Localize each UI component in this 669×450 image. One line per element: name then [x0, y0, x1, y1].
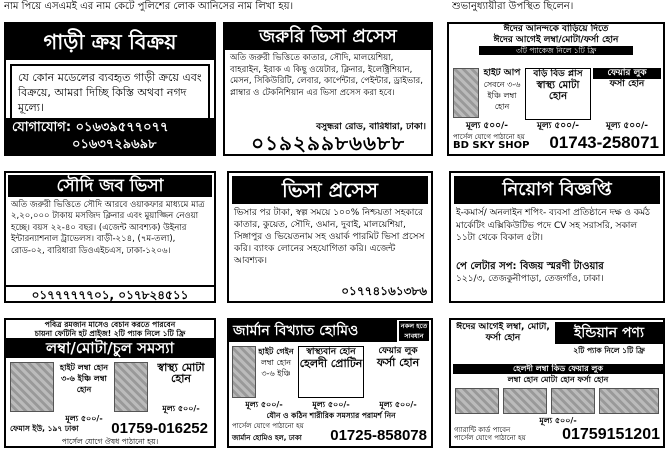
ad-note: যৌন ও কঠিন শারীরিক সমস্যার পরামর্শ নিন	[266, 411, 396, 420]
item-1-price: মূল্য ৫০০/-	[245, 400, 283, 409]
model-image-1	[10, 362, 54, 412]
shop-name: ফেমাস ইউ, ১৯৭ ঢাকা	[10, 424, 79, 433]
ad-body: অতি জরুরী ভিত্তিতে কাতার, সৌদি, মালয়েশিয়া, বাহরাইন, ইরাক এ কিছু ওয়েটার, ক্লিনার, ইলেক্ট্রিশিয়ান, মেসন, সিকিউরিটি, লেবার, কার্পেন্টার, পেইন্টার, ড্রাইভার, প্লাম্বার ও টেকনিশিয়ান এর ভিসা প্রসেস করা হবে।	[230, 53, 423, 98]
ad-phone: 01743-258071	[549, 133, 659, 152]
ad-phone: 01725-858078	[330, 427, 427, 444]
product-image-4	[599, 388, 659, 414]
product-2	[525, 68, 591, 120]
ad-title: জরুরি ভিসা প্রসেস	[225, 24, 431, 50]
news-strip-right: শুভানুধ্যায়ীরা উপস্থিত ছিলেন।	[452, 1, 574, 12]
ad-bd-sky-shop	[447, 22, 665, 156]
ad-title: জার্মান বিখ্যাত হোমিও	[229, 320, 397, 342]
product-row-1: হেলদী লম্বা কিড ফেয়ার লুক	[453, 364, 663, 374]
ad-phone: 01759-016252	[111, 420, 208, 437]
ad-cod: পার্সেল যোগে পাঠানো হয়	[453, 133, 525, 141]
item-1-price: মূল্য ৫০০/-	[65, 414, 103, 423]
ad-car-buy-sell	[4, 22, 216, 156]
ad-title: সৌদি জব ভিসা	[8, 175, 212, 197]
ad-body: যে কোন মডেলের ব্যবহৃত গাড়ী ক্রয়ে এবং বিক্রয়ে, আমরা দিচ্ছি কিস্তি অথবা নগদ মূল্যে।	[10, 64, 210, 120]
product-image-3	[551, 388, 595, 414]
ad-address: ১২১/৩, তেজকুনীপাড়া, তেজগাঁও, ঢাকা।	[456, 274, 604, 284]
ad-cod: পার্সেল যোগে পাঠানো হয়	[454, 434, 526, 442]
ad-subline: ৩টি প্যাকেজ নিলে ১টি ফ্রি	[479, 46, 633, 55]
item-3-sub: ফর্সা হোন	[376, 356, 420, 369]
ad-phones: ০১৭৭৭৭৭৭০১, ০১৭৮২৪৫১১	[6, 285, 214, 301]
ad-visa-process	[227, 171, 433, 303]
ad-phone: ০১৯২৯৯৮৬৬৮৮	[251, 132, 405, 154]
item-2: স্বাস্থ্য মোটা হোন	[157, 362, 205, 385]
item-2-price: মূল্য ৫০০/-	[162, 404, 200, 413]
price: মূল্য ৫০০/-	[539, 416, 577, 425]
ad-phone: ০১৭৭৪১৬১৩৮৬	[341, 284, 427, 298]
item-1-title: হাইট গেইন	[258, 347, 294, 356]
product-3	[593, 68, 661, 120]
right-sub: ২টি প্যাক নিলে ১টি ফ্রি	[573, 346, 645, 355]
contact-label: যোগাযোগ:	[12, 120, 72, 135]
corner-note: নকল হতে সাবধান	[400, 322, 428, 340]
product-1-title: হাইট আপ	[483, 68, 521, 78]
ad-body: ই-কমার্স/ অনলাইন শপিং- ব্যবসা প্রতিষ্ঠানে দক্ষ ও কর্মঠ মার্কেটিং এক্সিকিউটিভ পদে CV সহ সরাসরি, সকাল ১১টা থেকে বিকাল ৫টা।	[456, 208, 650, 243]
ad-saudi-job-visa	[4, 171, 216, 303]
right-title: ইন্ডিয়ান পণ্য	[555, 322, 663, 344]
item-3	[366, 346, 430, 398]
ad-german-homeo	[227, 318, 433, 448]
ad-title: লম্বা/মোটা/চুল সমস্যা	[6, 338, 214, 358]
product-image-1	[455, 388, 499, 414]
left-top: ঈদের আগেই লম্বা, মোটা, ফর্সা হোন	[456, 322, 550, 343]
item-2-price: মূল্য ৫০০/-	[312, 400, 350, 409]
item-1: হাইট লম্বা হোন ৩-৬ ইঞ্চি লম্বা হোন	[59, 363, 109, 394]
product-3-title: ফেয়ার লুক	[593, 68, 661, 79]
product-image-2	[503, 388, 547, 414]
product-3-line: ফর্সা হোন	[609, 79, 645, 89]
ad-top-line-1: পবিত্র রমজান মাসেও বেচান করতে পারবেন	[44, 320, 176, 329]
shop-name: BD SKY SHOP	[453, 140, 530, 151]
news-strip-left: নাম পিয়ে এসএমই এর নাম কেটে পুলিশের লোক আনিসের নাম লিখা হয়।	[4, 1, 294, 12]
phone-1: ০১৬৩৯৫৭৭০৭৭	[75, 120, 169, 135]
ad-recruitment	[449, 171, 665, 303]
item-1	[256, 346, 296, 398]
item-2-title: স্বাস্থ্যবান হোন	[306, 347, 356, 357]
ad-contact	[6, 118, 214, 154]
ad-top-line-2: চায়না ফেটিনি হট প্রাইজ! ২টি প্যাক নিলে ১টি ফ্রি	[34, 329, 186, 338]
item-2	[298, 346, 364, 398]
ad-title: নিয়োগ বিজ্ঞপ্তি	[454, 176, 660, 204]
product-row-2: লম্বা হোন মোটা হোন ফর্সা হোন	[507, 375, 609, 384]
ad-cod: পার্সেল যোগে পাঠানো হয়	[232, 422, 304, 430]
ad-phone: 01759151201	[562, 426, 660, 443]
model-image-1	[232, 346, 256, 398]
product-image-1	[453, 68, 479, 118]
ad-headline-2: ঈদের আগেই লম্বা/মোটা/ফর্সা হোন	[493, 35, 619, 45]
ad-body: অতি জরুরী ভিত্তিতে সৌদি আরবে ওয়াকফার মাধ্যমে মাত্র ২,২০,০০০ টাকায় মসজিদ ক্লিনার এবং মুয়াজ্জিন নেওয়া হচ্ছে। বয়স ২২-৪০ বছর। (এজেন্ট আবশ্যক) উইনার ইন্টারন্যাশনাল ট্রাভেলস। বাড়ী-২১৪, (৭ম-তলা), রোড-০২, বারিধারা ডিওএইচএস, ঢাকা-১২০৬।	[11, 200, 205, 256]
item-2-sub: হেলদী প্রোটিন	[299, 357, 363, 370]
product-1-line: সেবনে ৩-৬ ইঞ্চি লম্বা হোন	[483, 80, 521, 111]
ad-address: বসুন্ধরা রোড, বারিধারা, ঢাকা।	[316, 122, 426, 132]
ad-bottom: পার্সেল যোগে ঔষধ পাঠানো হয়।	[61, 437, 159, 446]
ad-urgent-visa	[223, 22, 433, 156]
product-1-price: মূল্য ৫০০/-	[465, 121, 508, 131]
item-1-sub: লম্বা হোন ৩-৬ ইঞ্চি	[260, 358, 292, 378]
ad-address-bold: পে লেটার সপ: বিজয় স্মরণী টাওয়ার	[456, 261, 604, 272]
product-2-line: স্বাস্থ্য মোটা হোন	[536, 80, 580, 102]
ad-title: গাড়ী ক্রয় বিক্রয়	[6, 24, 214, 60]
warranty: গ্যারান্টি কার্ড পাবেন	[454, 426, 511, 434]
item-3-title: ফেয়ার লুক	[378, 346, 418, 356]
ad-body: ভিসার পর টাকা, স্বল্প সময়ে ১০০% নিশ্চয়তা সহকারে কাতার, কুয়েত, সৌদি, ওমান, দুবাই, মালয়েশিয়া, সিঙ্গাপুর ও ভিয়েতনাম সহ ওয়ার্ক পারমিট ভিসা প্রসেস করি। ব্যাংক লোনের সহযোগিতা করি। এজেন্ট আবশ্যক।	[234, 208, 425, 266]
ad-title: ভিসা প্রসেস	[232, 176, 428, 204]
product-3-price: মূল্য ৫০০/-	[605, 121, 648, 131]
model-image-2	[114, 362, 148, 412]
ad-famous-health	[4, 318, 216, 448]
phone-2: ০১৬৩৭২৯৬৯৮	[72, 137, 157, 152]
ad-indian-products	[449, 318, 665, 448]
ad-headline: ঈদের আনন্দকে বাড়িয়ে দিতে	[503, 24, 609, 34]
product-1	[481, 68, 523, 120]
shop-name: জার্মান হোমিও হল, ঢাকা	[232, 434, 302, 442]
product-2-title: বড়ি বিড প্লাস	[533, 69, 583, 79]
product-2-price: মূল্য ৫০০/-	[536, 121, 579, 131]
item-3-price: মূল্য ৫০০/-	[379, 400, 417, 409]
